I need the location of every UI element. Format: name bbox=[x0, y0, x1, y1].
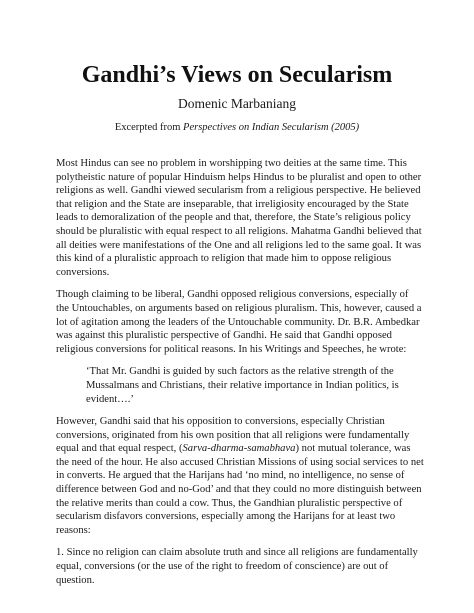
block-quote: ‘That Mr. Gandhi is guided by such factors as the relative strength of the Mussalmans and Christians, their relative importance in Indian politics, is evident….’ bbox=[86, 366, 399, 405]
excerpt-source-line bbox=[0, 121, 474, 134]
paragraph-3-part-b: ) not mutual tolerance, was the need of the hour. He also accused Christian Missions of using social services to net in converts. He argued that the Harijans had ‘no mind, no intelligence, no sense of difference between God and no-God’ and that they could no more distinguish between the relative merits than could a cow. Thus, the Gandhian pluralistic perspective of secularism disfavors conversions, especially among the Harijans for at least two reasons: bbox=[56, 443, 424, 536]
document-body bbox=[56, 157, 424, 596]
sanskrit-term: Sarva-dharma-samabhava bbox=[182, 443, 296, 455]
paragraph-3 bbox=[56, 415, 424, 537]
paragraph-3-part-a: However, Gandhi said that his opposition to conversions, especially Christian conversions, originated from his own position that all religions were fundamentally equal and that equal respect, ( bbox=[56, 416, 410, 455]
excerpt-prefix: Excerpted from bbox=[114, 122, 184, 133]
author-name: Domenic Marbaniang bbox=[177, 96, 297, 111]
numbered-point-1: 1. Since no religion can claim absolute truth and since all religions are fundamentally equal, conversions (or the use of the right to freedom of conscience) are out of question. bbox=[56, 547, 418, 586]
excerpt-source-title: Perspectives on Indian Secularism (2005) bbox=[183, 122, 360, 133]
document-title: Gandhi’s Views on Secularism bbox=[81, 62, 393, 88]
paragraph-2: Though claiming to be liberal, Gandhi opposed religious conversions, especially of the Untouchables, on arguments based on religious pluralism. This, however, caused a lot of agitation among the leaders of the Untouchable community. Dr. B.R. Ambedkar was against this pluralistic perspective of Gandhi. He said that Gandhi opposed religious conversions for political reasons. In his Writings and Speeches, he wrote: bbox=[56, 289, 422, 355]
paragraph-1: Most Hindus can see no problem in worshipping two deities at the same time. This polytheistic nature of popular Hinduism helps Hindus to be pluralist and open to other religions as well. Gandhi viewed secularism from a religious perspective. He believed that religion and the State are inseparable, that irreligiosity encouraged by the State leads to demoralization of the people and that, therefore, the State’s religious policy should be pluralistic with equal respect to all religions. Mahatma Gandhi believed that all deities were manifestations of the One and all religions led to the same goal. It was this kind of a pluralistic approach to religion that made him to oppose religious conversions. bbox=[56, 158, 422, 278]
